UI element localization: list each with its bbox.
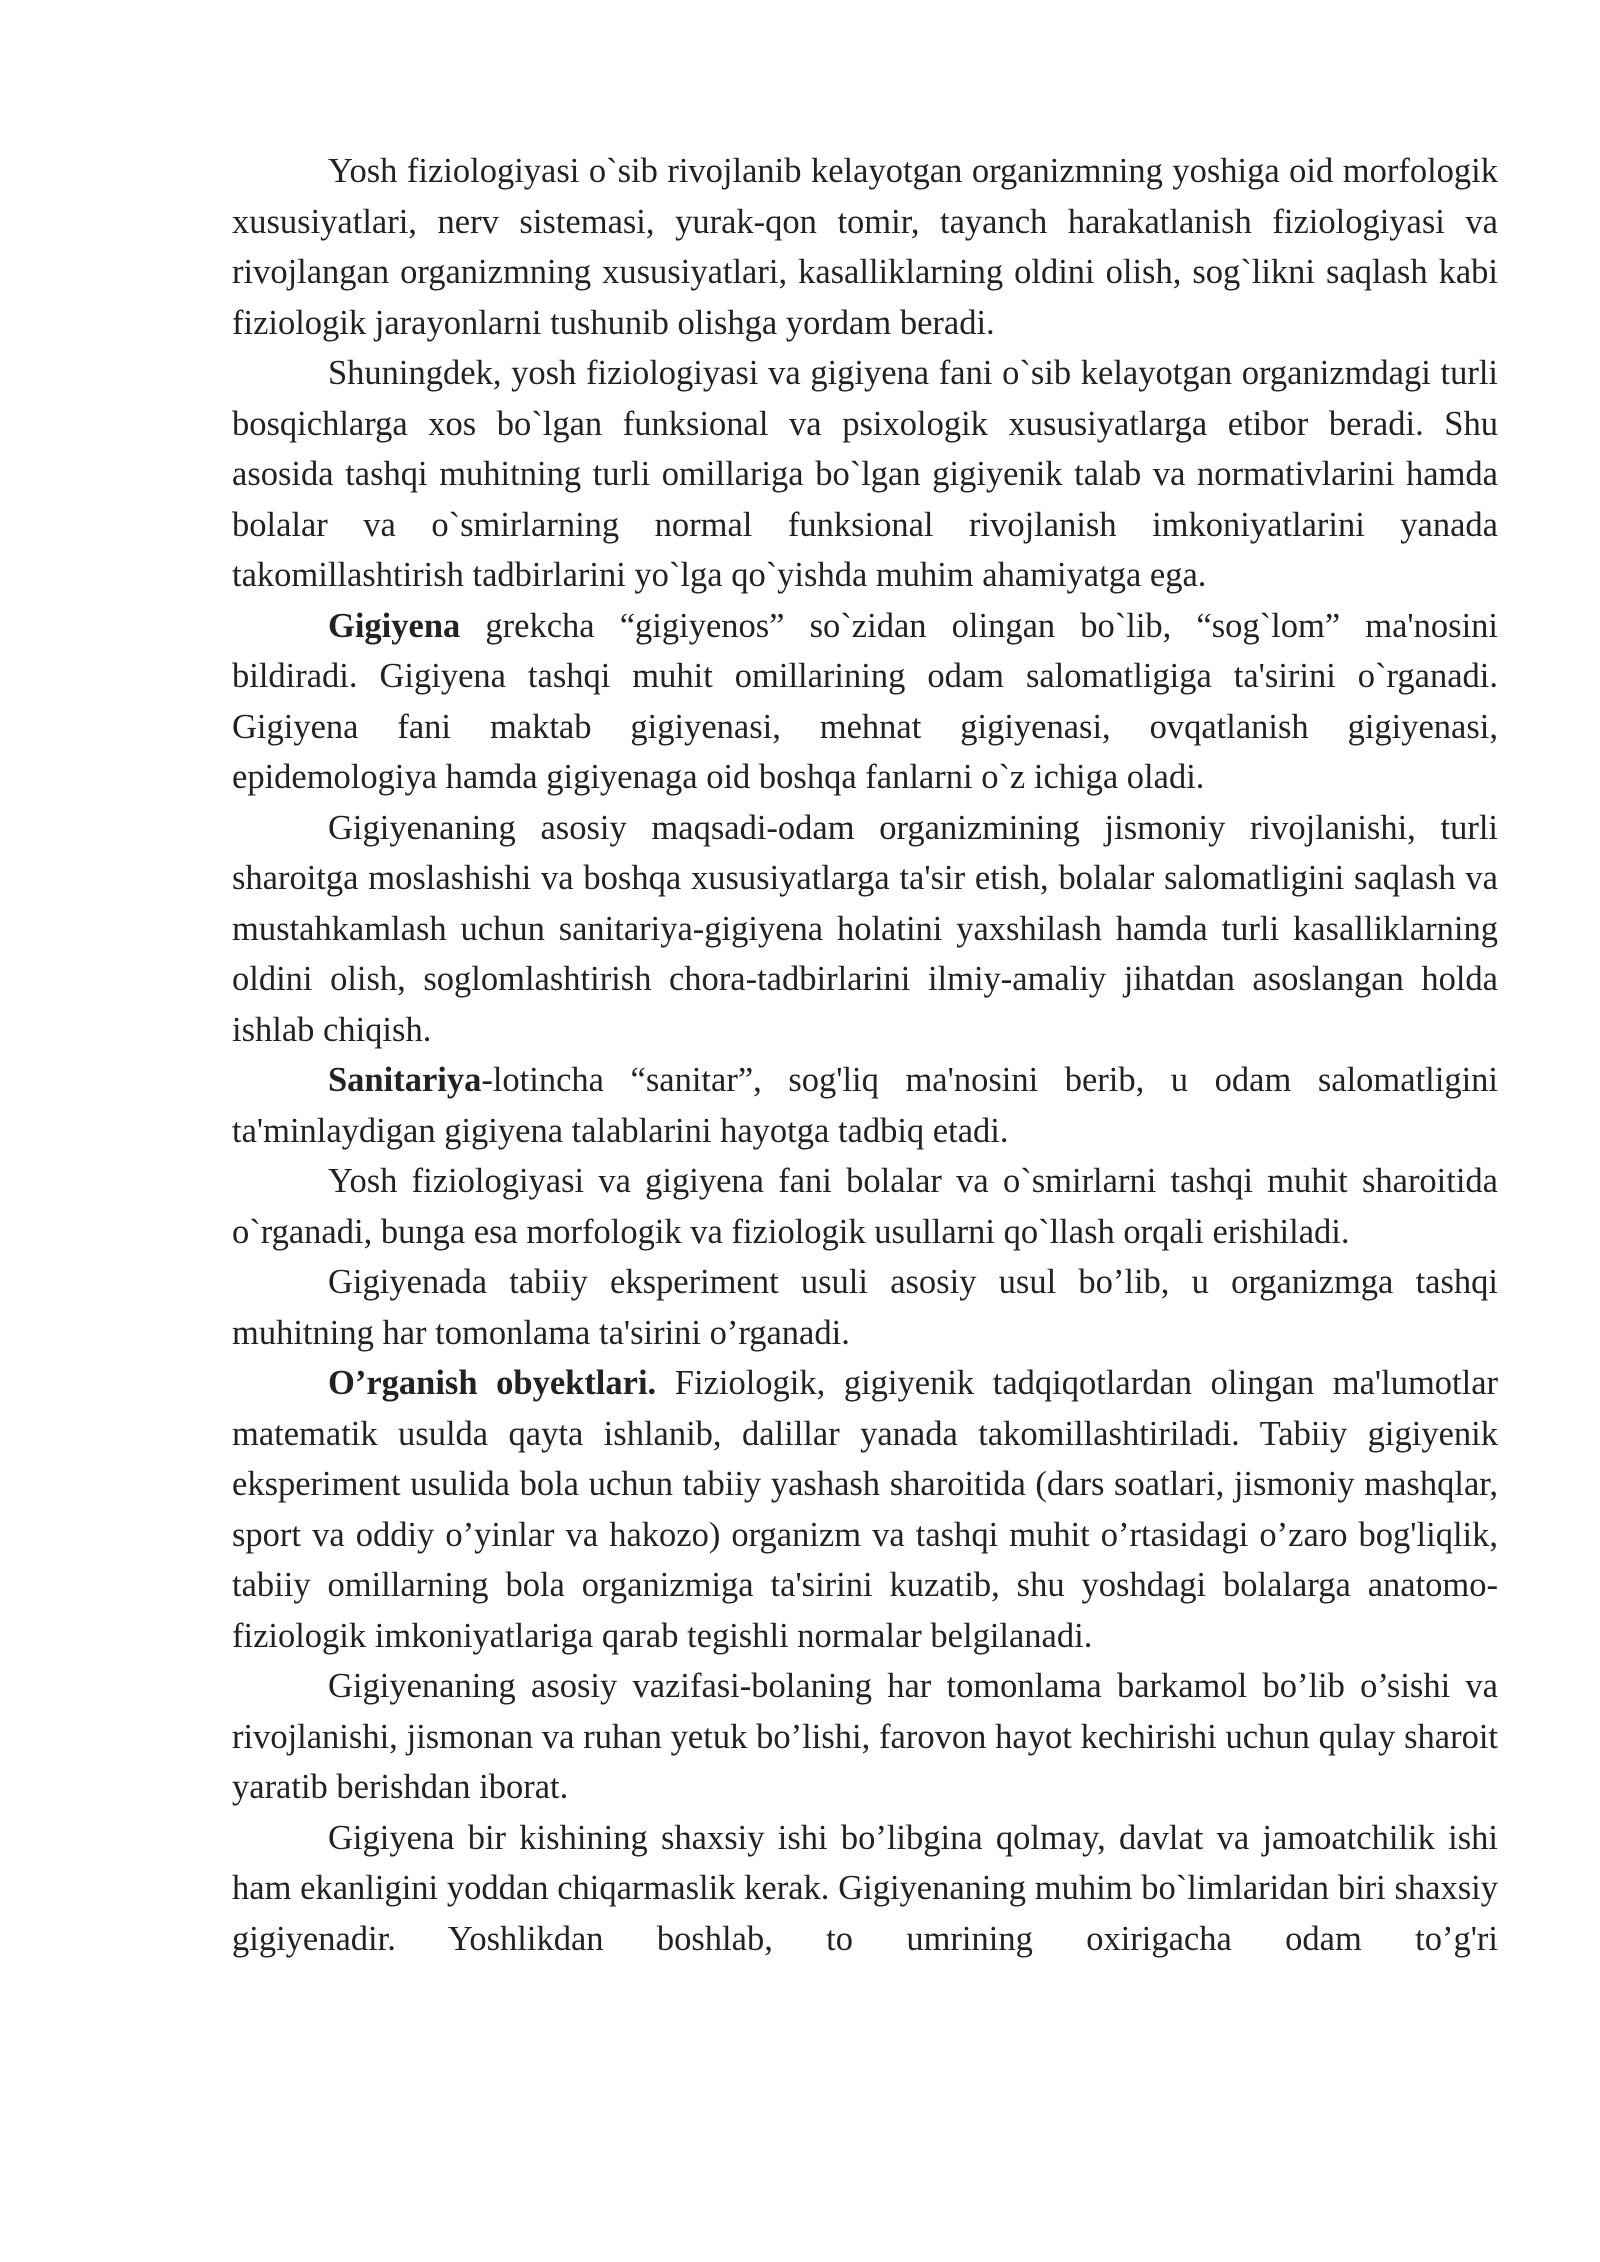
paragraph-yosh-fiziologiyasi bbox=[232, 146, 1498, 348]
paragraph-text: Shuningdek, yosh fiziologiyasi va gigiyena fani o`sib kelayotgan organizmdagi turli bosqichlarga xos bo`lgan funksional va psixologik xususiyatlarga etibor beradi. Shu asosida tashqi muhitning turli omillariga bo`lgan gigiyenik talab va normativlarini hamda bolalar va o`smirlarning normal funksional rivojlanish imkoniyatlarini yanada takomillashtirish tadbirlarini yo`lga qo`yishda muhim ahamiyatga ega. bbox=[232, 354, 1498, 594]
term-gigiyena: Gigiyena bbox=[328, 606, 461, 645]
paragraph-shaxsiy-gigiyena bbox=[232, 1813, 1498, 1965]
term-sanitariya: Sanitariya bbox=[328, 1061, 482, 1099]
paragraph-gigiyena-maqsadi bbox=[232, 803, 1498, 1056]
paragraph-text: -lotincha “sanitar”, sog'liq ma'nosini berib, u odam salomatligini ta'minlaydigan gigiyena talablarini hayotga tadbiq etadi. bbox=[232, 1061, 1498, 1150]
paragraph-text: Yosh fiziologiyasi va gigiyena fani bolalar va o`smirlarni tashqi muhit sharoitida o`rganadi, bunga esa morfologik va fiziologik usullarni qo`llash orqali erishiladi. bbox=[232, 1162, 1498, 1251]
document-page bbox=[232, 146, 1498, 1964]
paragraph-text: Yosh fiziologiyasi o`sib rivojlanib kelayotgan organizmning yoshiga oid morfologik xususiyatlari, nerv sistemasi, yurak-qon tomir, tayanch harakatlanish fiziologiyasi va rivojlangan organizmning xususiyatlari, kasalliklarning oldini olish, sog`likni saqlash kabi fiziologik jarayonlarni tushunib olishga yordam beradi. bbox=[232, 152, 1498, 342]
paragraph-organish-obyektlari bbox=[232, 1358, 1498, 1661]
paragraph-text: Gigiyenada tabiiy eksperiment usuli asosiy usul bo’lib, u organizmga tashqi muhitning har tomonlama ta'sirini o’rganadi. bbox=[232, 1263, 1498, 1352]
term-organish-obyektlari: O’rganish obyektlari. bbox=[328, 1364, 657, 1402]
paragraph-tashqi-muhit bbox=[232, 1156, 1498, 1257]
paragraph-text: Fiziologik, gigiyenik tadqiqotlardan olingan ma'lumotlar matematik usulda qayta ishlanib, dalillar yanada takomillashtiriladi. Tabiiy gigiyenik eksperiment usulida bola uchun tabiiy yashash sharoitida (dars soatlari, jismoniy mashqlar, sport va oddiy o’yinlar va hakozo) organizm va tashqi muhit o’rtasidagi o’zaro bog'liqlik, tabiiy omillarning bola organizmiga ta'sirini kuzatib, shu yoshdagi bolalarga anatomo-fiziologik imkoniyatlariga qarab tegishli normalar belgilanadi. bbox=[232, 1364, 1498, 1655]
paragraph-text: Gigiyenaning asosiy vazifasi-bolaning har tomonlama barkamol bo’lib o’sishi va rivojlanishi, jismonan va ruhan yetuk bo’lishi, farovon hayot kechirishi uchun qulay sharoit yaratib berishdan iborat. bbox=[232, 1667, 1498, 1806]
paragraph-asosiy-vazifasi bbox=[232, 1661, 1498, 1813]
paragraph-sanitariya bbox=[232, 1055, 1498, 1156]
paragraph-text: Gigiyenaning asosiy maqsadi-odam organizmining jismoniy rivojlanishi, turli sharoitga moslashishi va boshqa xususiyatlarga ta'sir etish, bolalar salomatligini saqlash va mustahkamlash uchun sanitariya-gigiyena holatini yaxshilash hamda turli kasalliklarning oldini olish, soglomlashtirish chora-tadbirlarini ilmiy-amaliy jihatdan asoslangan holda ishlab chiqish. bbox=[232, 808, 1498, 1049]
paragraph-eksperiment-usuli bbox=[232, 1257, 1498, 1358]
paragraph-gigiyena-definition bbox=[232, 601, 1498, 803]
paragraph-text: grekcha “gigiyenos” so`zidan olingan bo`lib, “sog`lom” ma'nosini bildiradi. Gigiyena tashqi muhit omillarining odam salomatligiga ta'sirini o`rganadi. Gigiyena fani maktab gigiyenasi, mehnat gigiyenasi, ovqatlanish gigiyenasi, epidemologiya hamda gigiyenaga oid boshqa fanlarni o`z ichiga oladi. bbox=[232, 606, 1498, 796]
paragraph-shuningdek bbox=[232, 348, 1498, 601]
paragraph-text: Gigiyena bir kishining shaxsiy ishi bo’libgina qolmay, davlat va jamoatchilik ishi ham ekanligini yoddan chiqarmaslik kerak. Gigiyenaning muhim bo`limlaridan biri shaxsiy gigiyenadir. Yoshlikdan boshlab, to umrining oxirigacha odam to’g'ri bbox=[232, 1818, 1498, 1958]
